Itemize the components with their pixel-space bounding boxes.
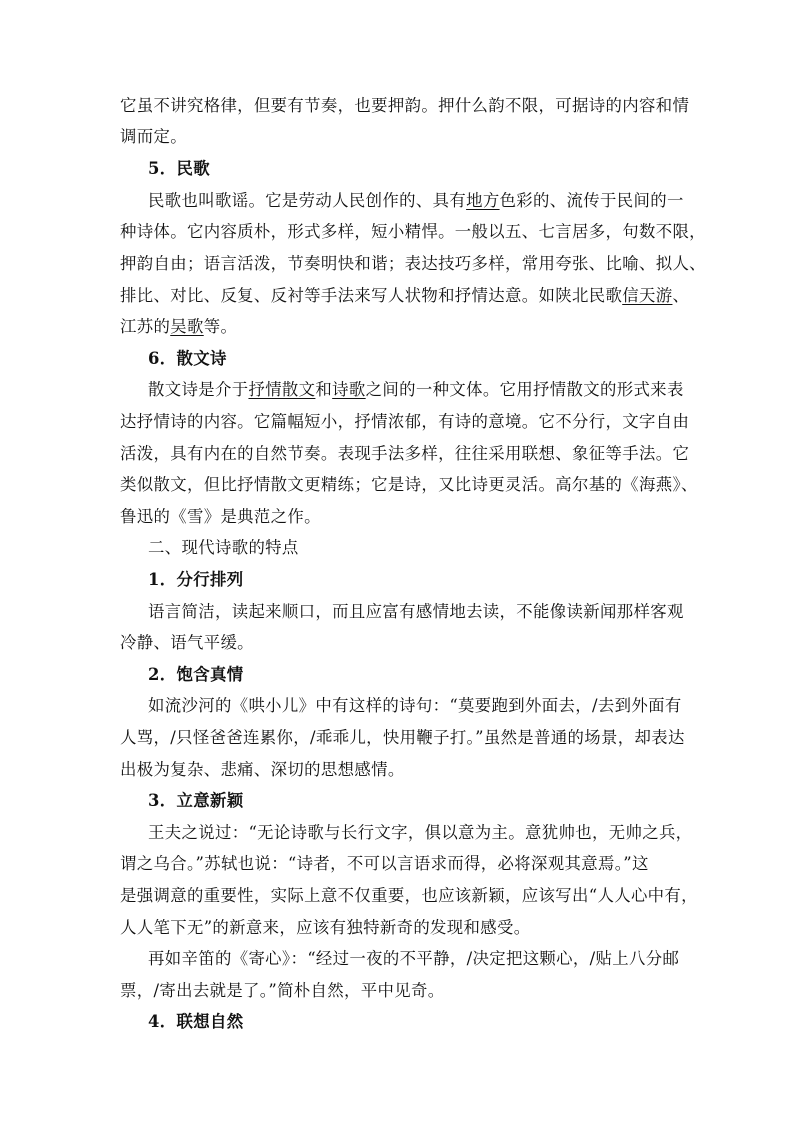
paragraph-line: 王夫之说过：“无论诗歌与长行文字，俱以意为主。意犹帅也，无帅之兵， bbox=[148, 823, 693, 842]
paragraph-line: 种诗体。它内容质朴，形式多样，短小精悍。一般以五、七言居多，句数不限， bbox=[120, 222, 706, 241]
paragraph-line: 江苏的吴歌等。 bbox=[120, 317, 238, 336]
underlined-term: 抒情散文 bbox=[248, 380, 316, 399]
paragraph-line: 散文诗是介于抒情散文和诗歌之间的一种文体。它用抒情散文的形式来表 bbox=[148, 380, 684, 399]
subheading-novel-idea: 3．立意新颖 bbox=[148, 791, 244, 810]
paragraph-line: 是强调意的重要性，实际上意不仅重要，也应该新颖，应该写出“人人心中有， bbox=[120, 886, 698, 905]
paragraph-line: 民歌也叫歌谣。它是劳动人民创作的、具有地方色彩的、流传于民间的一 bbox=[148, 191, 684, 210]
paragraph-line: 类似散文，但比抒情散文更精练；它是诗，又比诗更灵活。高尔基的《海燕》、 bbox=[120, 475, 698, 494]
paragraph-line: 鲁迅的《雪》是典范之作。 bbox=[120, 507, 321, 526]
underlined-term: 诗歌 bbox=[332, 380, 366, 399]
paragraph-line: 再如辛笛的《寄心》：“经过一夜的不平静，/决定把这颗心，/贴上八分邮 bbox=[148, 949, 680, 968]
paragraph-line: 如流沙河的《哄小儿》中有这样的诗句：“莫要跑到外面去，/去到外面有 bbox=[148, 696, 682, 715]
paragraph-line: 人骂，/只怪爸爸连累你，/乖乖儿，快用鞭子打。”虽然是普通的场景，却表达 bbox=[120, 728, 685, 747]
underlined-term: 信天游 bbox=[622, 286, 673, 305]
paragraph-line: 调而定。 bbox=[120, 127, 187, 146]
subheading-true-feeling: 2．饱含真情 bbox=[148, 665, 244, 684]
paragraph-line: 冷静、语气平缓。 bbox=[120, 633, 254, 652]
paragraph-line: 语言简洁，读起来顺口，而且应富有感情地去读，不能像读新闻那样客观 bbox=[148, 602, 684, 621]
subheading-natural-association: 4．联想自然 bbox=[148, 1012, 244, 1031]
paragraph-line: 人人笔下无”的新意来，应该有独特新奇的发现和感受。 bbox=[120, 918, 531, 937]
underlined-term: 吴歌 bbox=[170, 317, 204, 336]
paragraph-line: 票，/寄出去就是了。”简朴自然，平中见奇。 bbox=[120, 981, 445, 1000]
underlined-term: 地方 bbox=[466, 191, 500, 210]
paragraph-line: 排比、对比、反复、反衬等手法来写人状物和抒情达意。如陕北民歌信天游、 bbox=[120, 286, 690, 305]
subheading-line-arrangement: 1．分行排列 bbox=[148, 570, 244, 589]
section-heading-features: 二、现代诗歌的特点 bbox=[148, 538, 299, 557]
paragraph-line: 谓之乌合。”苏轼也说：“诗者，不可以言语求而得，必将深观其意焉。”这 bbox=[120, 854, 649, 873]
paragraph-line: 出极为复杂、悲痛、深切的思想感情。 bbox=[120, 760, 405, 779]
section-heading-folk-song: 5．民歌 bbox=[148, 159, 210, 178]
paragraph-line: 活泼，具有内在的自然节奏。表现手法多样，往往采用联想、象征等手法。它 bbox=[120, 444, 690, 463]
paragraph-line: 押韵自由；语言活泼，节奏明快和谐；表达技巧多样，常用夸张、比喻、拟人、 bbox=[120, 254, 706, 273]
section-heading-prose-poem: 6．散文诗 bbox=[148, 349, 227, 368]
paragraph-line: 它虽不讲究格律，但要有节奏，也要押韵。押什么韵不限，可据诗的内容和情 bbox=[120, 96, 690, 115]
paragraph-line: 达抒情诗的内容。它篇幅短小，抒情浓郁，有诗的意境。它不分行，文字自由 bbox=[120, 412, 690, 431]
